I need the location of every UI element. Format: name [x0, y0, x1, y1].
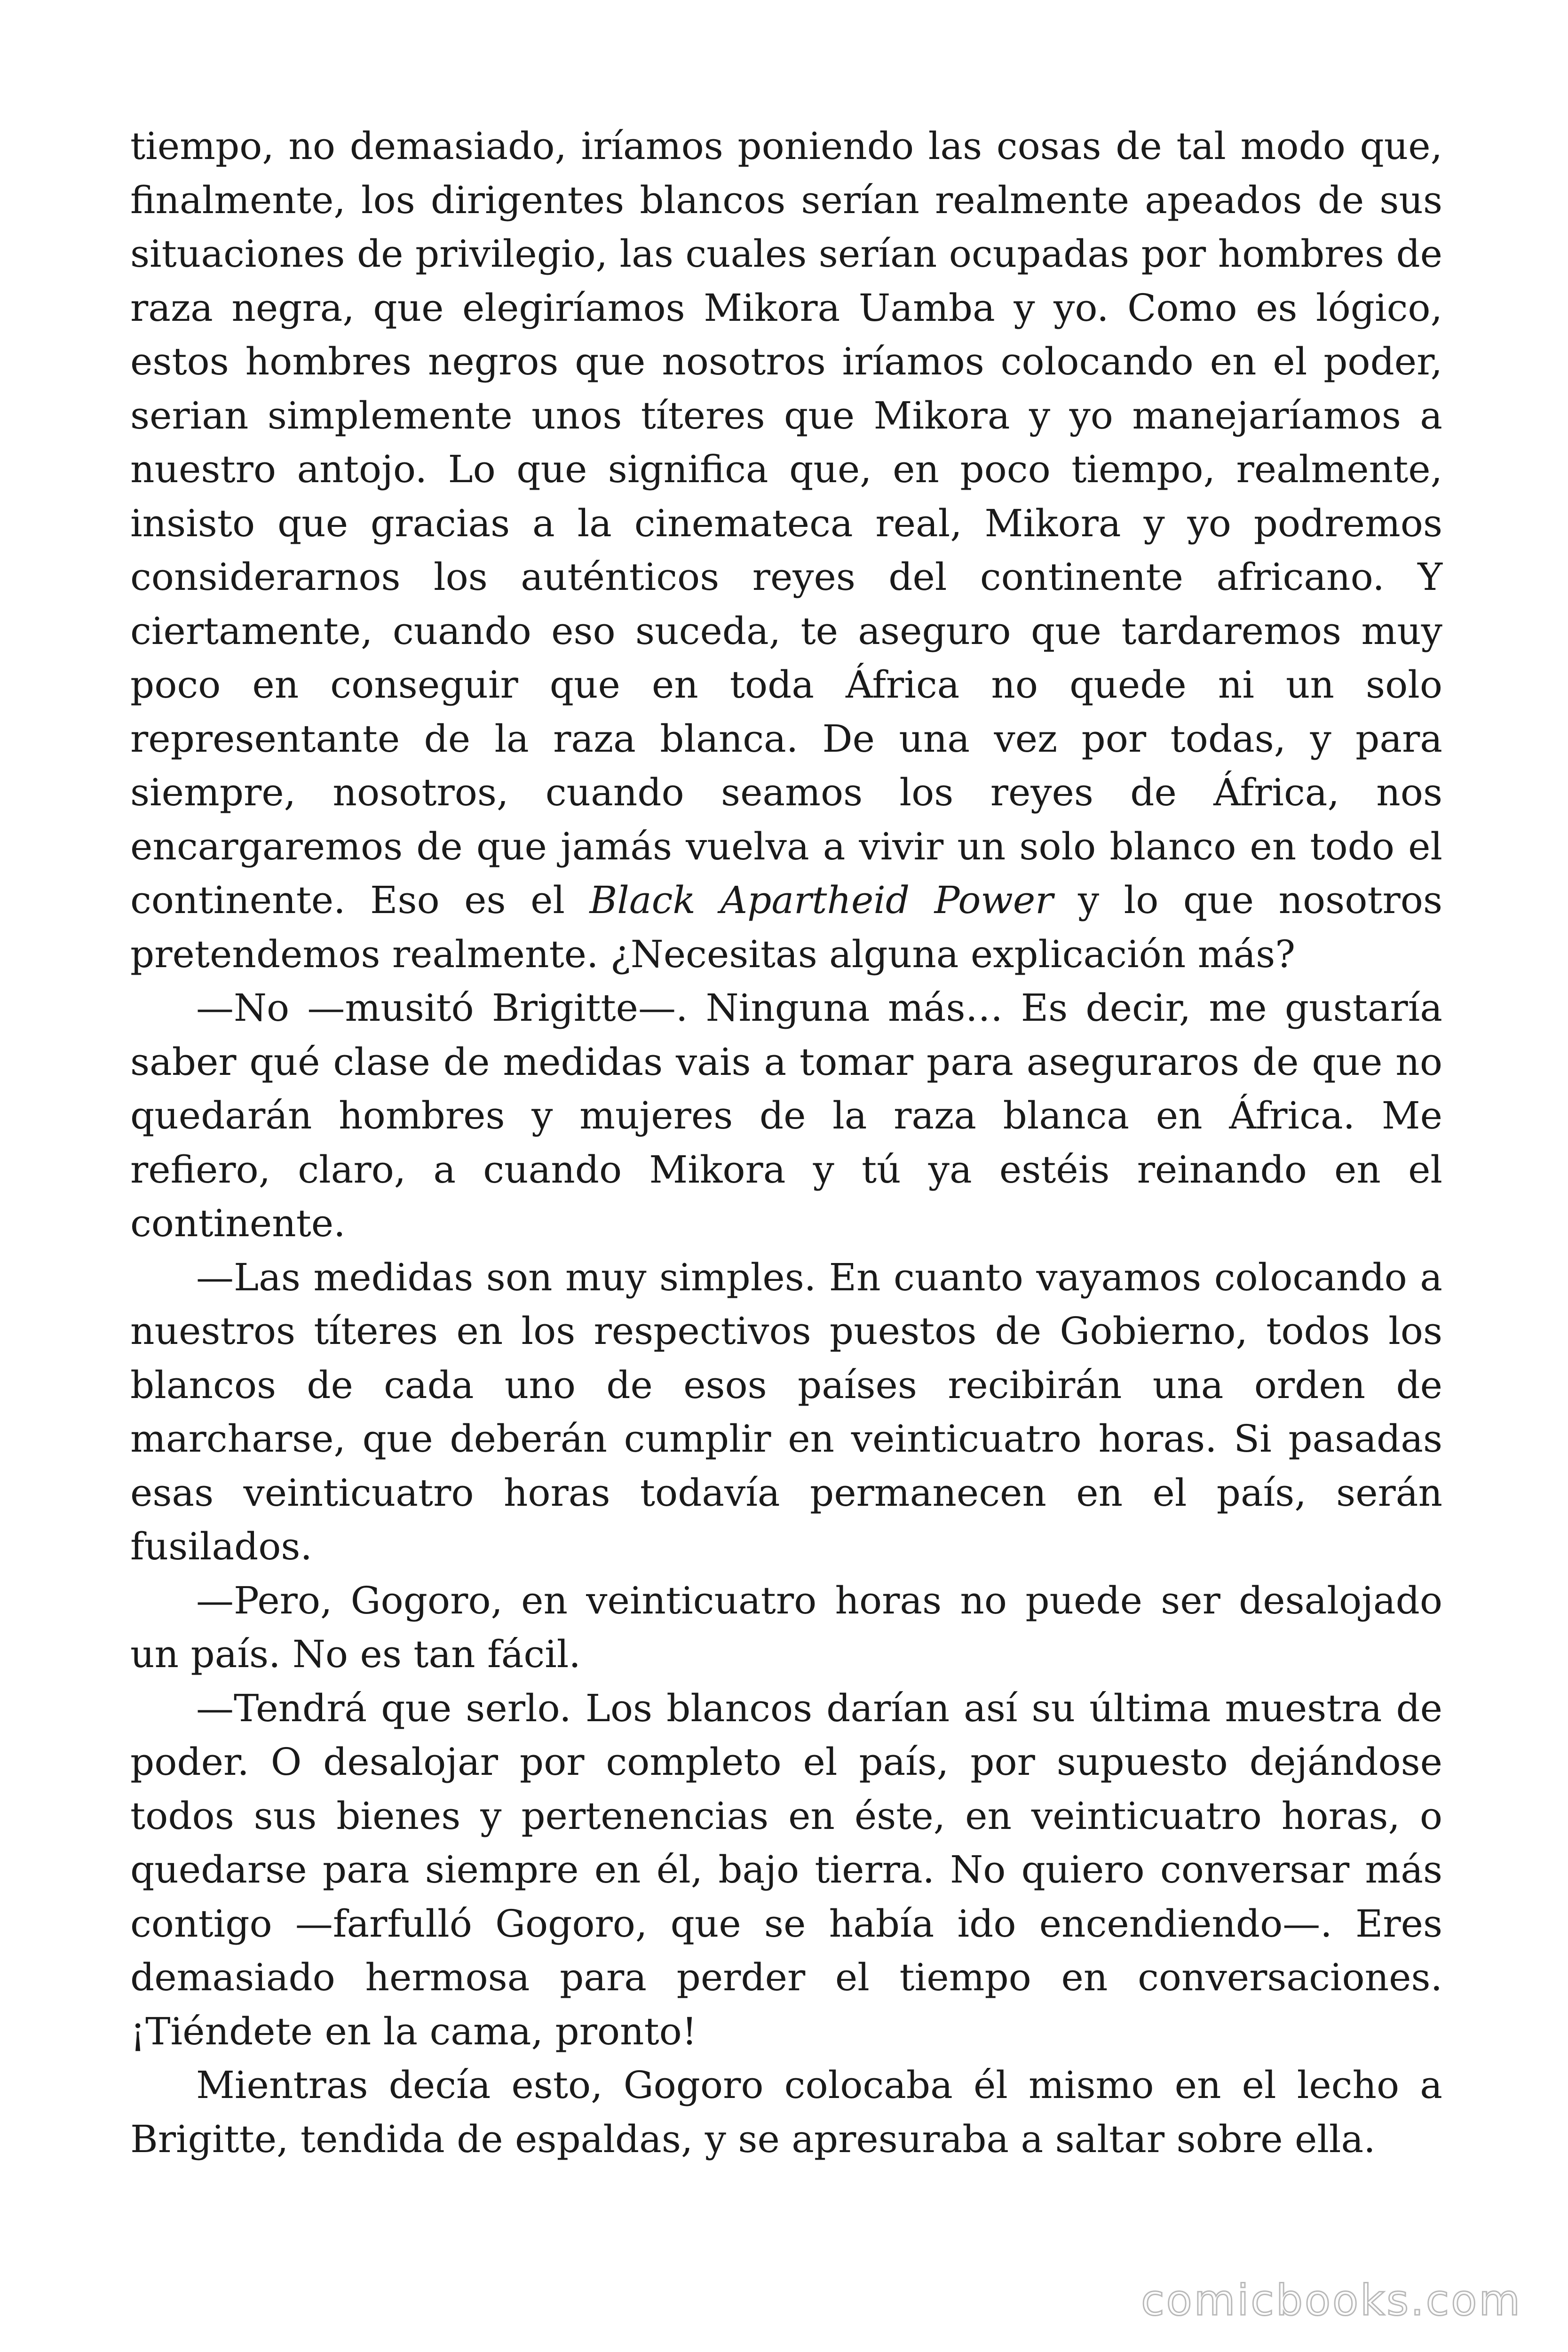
paragraph-3-text: —Las medidas son muy simples. En cuanto vayamos colocando a nuestros títeres en los respectivos puestos de Gobierno, todos los blancos de cada uno de esos países recibirán una orden de marcharse, que deberán cumplir en veinticuatro horas. Si pasadas esas veinticuatro horas todavía permanecen en el país, serán fusilados. — [130, 1255, 1442, 1568]
paragraph-1 — [130, 119, 1442, 981]
paragraph-1-italic-title: Black Apartheid Power — [589, 878, 1053, 922]
paragraph-1-text-a: tiempo, no demasiado, iríamos poniendo las cosas de tal modo que, finalmente, los dirigentes blancos serían realmente apeados de sus situaciones de privilegio, las cuales serían ocupadas por hombres de raza negra, que elegiríamos Mikora Uamba y yo. Como es lógico, estos hombres negros que nosotros iríamos colocando en el poder, serian simplemente unos títeres que Mikora y yo manejaríamos a nuestro antojo. Lo que significa que, en poco tiempo, realmente, insisto que gracias a la cinemateca real, Mikora y yo podremos considerarnos los auténticos reyes del continente africano. Y ciertamente, cuando eso suceda, te aseguro que tardaremos muy poco en conseguir que en toda África no quede ni un solo representante de la raza blanca. De una vez por todas, y para siempre, nosotros, cuando seamos los reyes de África, nos encargaremos de que jamás vuelva a vivir un solo blanco en todo el continente. Eso es el — [130, 124, 1442, 922]
paragraph-5 — [130, 1682, 1442, 2059]
paragraph-4-text: —Pero, Gogoro, en veinticuatro horas no puede ser desalojado un país. No es tan fácil. — [130, 1578, 1442, 1676]
watermark-logo: comicbooks.com — [1141, 2276, 1522, 2325]
paragraph-2-text: —No —musitó Brigitte—. Ninguna más… Es decir, me gustaría saber qué clase de medidas vais a tomar para aseguraros de que no quedarán hombres y mujeres de la raza blanca en África. Me refiero, claro, a cuando Mikora y tú ya estéis reinando en el continente. — [130, 986, 1442, 1245]
paragraph-4 — [130, 1574, 1442, 1682]
paragraph-3 — [130, 1251, 1442, 1574]
paragraph-6-text: Mientras decía esto, Gogoro colocaba él mismo en el lecho a Brigitte, tendida de espaldas, y se apresuraba a saltar sobre ella. — [130, 2063, 1442, 2161]
body-text — [130, 119, 1442, 2166]
paragraph-2 — [130, 981, 1442, 1251]
paragraph-1-text-b: y lo que nosotros pretendemos realmente. ¿Necesitas alguna explicación más? — [130, 878, 1443, 976]
paragraph-6 — [130, 2058, 1442, 2166]
paragraph-5-text: —Tendrá que serlo. Los blancos darían así su última muestra de poder. O desalojar por completo el país, por supuesto dejándose todos sus bienes y pertenencias en éste, en veinticuatro horas, o quedarse para siempre en él, bajo tierra. No quiero conversar más contigo —farfulló Gogoro, que se había ido encendiendo—. Eres demasiado hermosa para perder el tiempo en conversaciones. ¡Tiéndete en la cama, pronto! — [130, 1686, 1442, 2053]
